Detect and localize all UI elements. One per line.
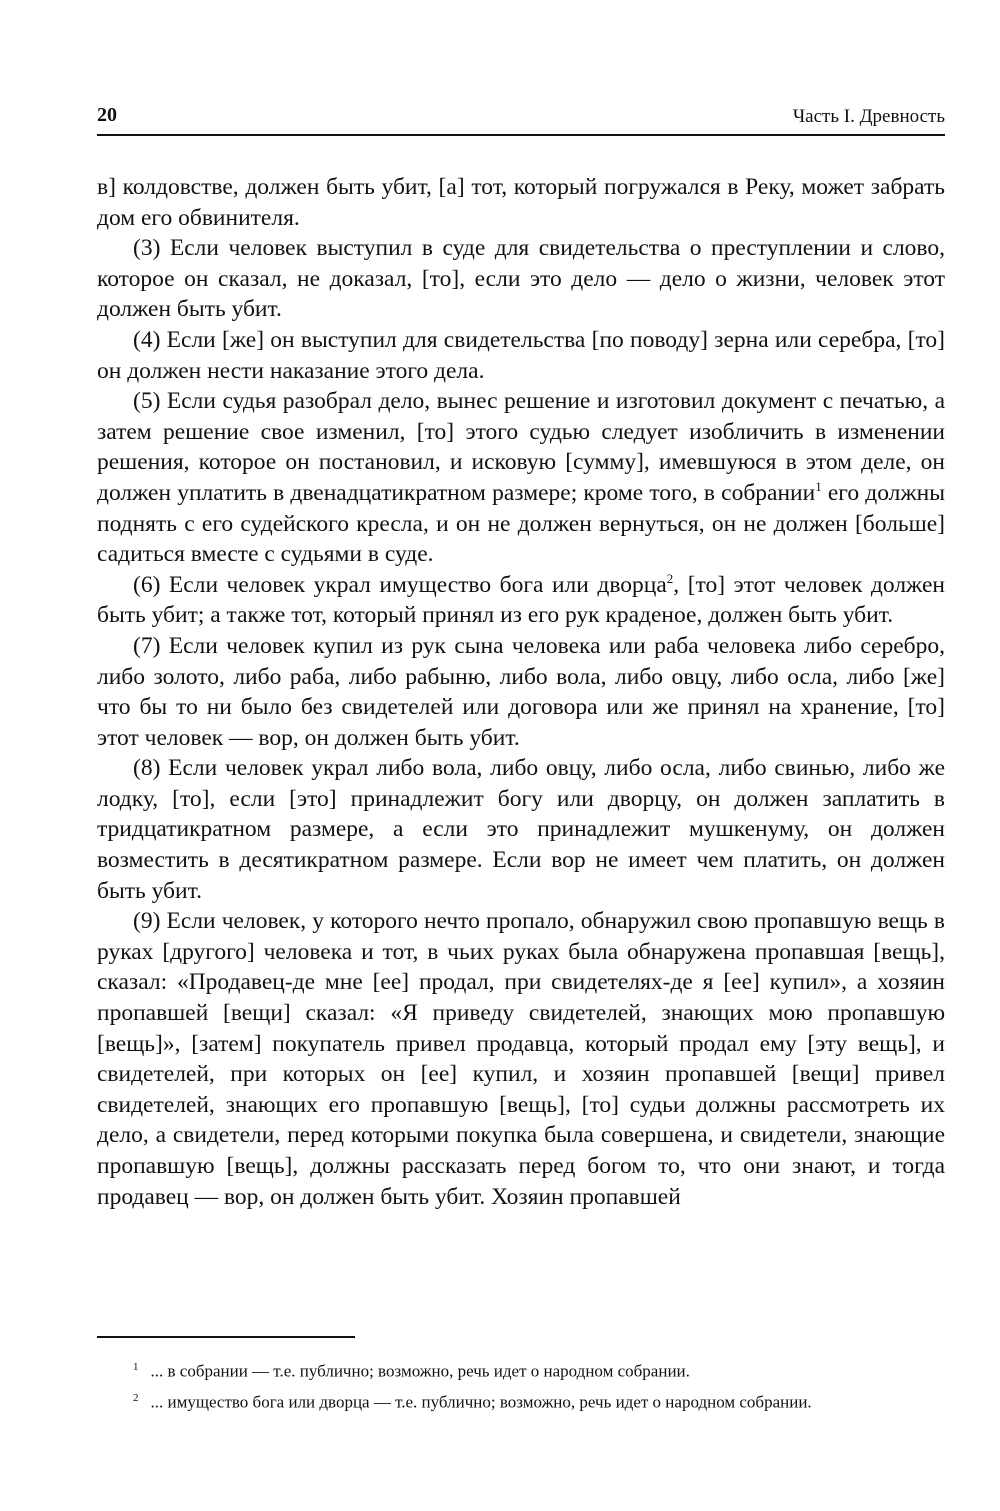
footnotes: [97, 1354, 945, 1415]
footnote-2: [97, 1385, 945, 1416]
paragraph-2-continued: в] колдовстве, должен быть убит, [а] тот, который погружался в Реку, может забрать дом его обвинителя.: [97, 174, 945, 231]
paragraph-6: [97, 570, 945, 631]
footnote-1: [97, 1354, 945, 1385]
paragraph-4: (4) Если [же] он выступил для свидетельства [по поводу] зерна или серебра, [то] он должен нести наказание этого дела.: [97, 326, 945, 384]
footnote-ref-1: 1: [815, 479, 822, 495]
footnote-ref-2: 2: [666, 570, 674, 586]
footnote-text-2: ... имущество бога или дворца — т.е. публично; возможно, речь идет о народном собрании.: [150, 1392, 812, 1412]
paragraph-8: (8) Если человек украл либо вола, либо овцу, либо осла, либо свинью, либо же лодку, [то], если [это] принадлежит богу или дворцу, он должен заплатить в тридцатикратном размере, а если это принадлежит мушкенуму, он должен возместить в десятикратном размере. Если вор не имеет чем платить, он должен быть убит.: [97, 755, 945, 904]
paragraph-6-text-b: , [то] этот человек должен быть убит; а также тот, который принял из его рук краденое, должен быть убит.: [97, 571, 945, 629]
paragraph-3: (3) Если человек выступил в суде для свидетельства о преступлении и слово, которое он сказал, не доказал, [то], если это дело — дело о жизни, человек этот должен быть убит.: [97, 235, 945, 323]
running-head: Часть I. Древность: [792, 106, 945, 127]
paragraph-7: (7) Если человек купил из рук сына человека или раба человека либо серебро, либо золото, либо раба, либо рабыню, либо вола, либо овцу, либо осла, либо [же] что бы то ни было без свидетелей или договора или же принял на хранение, [то] этот человек — вор, он должен быть убит.: [97, 632, 945, 751]
paragraph-9: (9) Если человек, у которого нечто пропало, обнаружил свою пропавшую вещь в руках [другого] человека и тот, в чьих руках была обнаружена пропавшая [вещь], сказал: «Продавец-де мне [ее] продал, при свидетелях-де я [ее] купил», а хозяин пропавшей [вещи] сказал: «Я приведу свидетелей, знающих мою пропавшую [вещь]», [затем] покупатель привел продавца, который продал ему [эту вещь], и свидетелей, при которых он [ее] купил, и хозяин пропавшей [вещи] привел свидетелей, знающих его пропавшую [вещь], [то] судьи должны рассмотреть их дело, а свидетели, перед которыми покупка была совершена, и свидетели, знающие пропавшую [вещь], должны рассказать перед богом то, что они знают, и тогда продавец — вор, он должен быть убит. Хозяин пропавшей: [97, 908, 945, 1210]
paragraph-5: [97, 386, 945, 570]
page-header: [97, 104, 945, 136]
paragraph-5-text-a: (5) Если судья разобрал дело, вынес решение и изготовил документ с печатью, а затем решение свое изменил, [то] этого судью следует изобличить в изменении решения, которое он постановил, и исковую [сумму], имевшуюся в этом деле, он должен уплатить в двенадцатикратном размере; кроме того, в собрании: [97, 388, 945, 506]
paragraph-5-text-b: его должны поднять с его судейского кресла, и он не должен вернуться, он не должен [больше] садиться вместе с судьями в суде.: [97, 479, 945, 568]
footnote-mark-2: 2: [133, 1391, 139, 1404]
footnote-mark-1: 1: [133, 1361, 139, 1373]
footnote-divider: [97, 1336, 355, 1338]
main-text: [97, 172, 945, 1212]
paragraph-6-text-a: (6) Если человек украл имущество бога или дворца: [133, 571, 667, 598]
page-number: 20: [97, 104, 117, 126]
footnote-text-1: ... в собрании — т.е. публично; возможно, речь идет о народном собрании.: [150, 1361, 690, 1381]
